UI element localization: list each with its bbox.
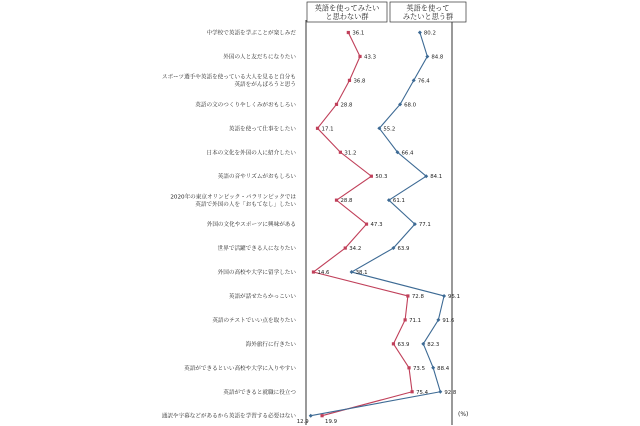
point-s0-3 [335, 103, 338, 106]
value-label-s0-0: 36.1 [352, 30, 365, 37]
value-label-s1-12: 91.6 [442, 317, 455, 324]
category-label-16: 通訳や字幕などがあるから英語を学習する必要はない [161, 413, 296, 420]
value-labels [297, 31, 460, 426]
category-label-4: 英語を使って仕事をしたい [228, 126, 296, 133]
category-label-8: 外国の文化やスポーツに興味がある [206, 222, 296, 229]
value-label-s0-2: 36.8 [353, 78, 366, 85]
value-label-s0-13: 63.9 [397, 341, 410, 348]
point-s0-14 [407, 366, 410, 369]
point-s1-0 [418, 31, 422, 35]
unit-label: (%) [458, 411, 469, 418]
value-label-s1-13: 82.3 [427, 341, 440, 348]
value-label-s0-3: 28.8 [340, 102, 353, 109]
point-s0-12 [404, 318, 407, 321]
category-label-10: 外国の高校や大学に留学したい [217, 270, 296, 276]
point-s0-9 [344, 246, 347, 249]
category-label-6: 英語の音やリズムがおもしろい [217, 174, 296, 181]
legend [307, 2, 466, 22]
point-s0-2 [348, 79, 351, 82]
value-label-s0-14: 73.5 [413, 365, 426, 372]
point-s0-10 [312, 270, 315, 273]
category-label-2-line-1: 英語をがんばろうと思う [234, 82, 296, 89]
point-s0-0 [347, 31, 350, 34]
legend-entry-1-line-0: 英語を使って [406, 3, 450, 13]
value-label-s0-9: 34.2 [349, 246, 362, 253]
point-s0-15 [410, 390, 413, 393]
category-label-5: 日本の文化を外国の人に紹介したい [206, 150, 296, 157]
category-label-2-line-0: スポーツ選手や英語を使っている大人を見ると自分も [161, 74, 296, 81]
category-label-14: 英語ができるといい高校や大学に入りやすい [184, 365, 296, 372]
point-s0-16 [320, 414, 323, 417]
value-label-s1-0: 80.2 [423, 30, 436, 37]
value-label-s1-8: 77.1 [418, 222, 431, 229]
point-s0-6 [370, 175, 373, 178]
value-label-s1-10: 38.1 [355, 270, 368, 276]
value-label-s1-11: 95.1 [448, 293, 461, 300]
value-label-s0-10: 14.6 [317, 270, 330, 276]
value-label-s1-6: 84.1 [430, 174, 443, 181]
value-label-s0-6: 50.3 [375, 174, 388, 181]
category-labels [162, 29, 297, 420]
point-s0-8 [365, 223, 368, 226]
value-label-s0-1: 43.3 [364, 54, 377, 61]
value-label-s1-14: 88.4 [437, 365, 450, 372]
category-label-12: 英語のテストでいい点を取りたい [212, 317, 296, 324]
point-s1-11 [442, 294, 446, 298]
value-label-s1-5: 66.4 [401, 150, 414, 157]
value-label-s1-3: 68.0 [404, 102, 417, 109]
value-label-s1-4: 55.2 [383, 126, 396, 133]
category-label-13: 海外旅行に行きたい [245, 341, 296, 348]
category-label-11: 英語が話せたらかっこいい [228, 293, 296, 300]
point-s1-15 [438, 390, 442, 394]
value-label-s0-5: 31.2 [344, 150, 357, 157]
category-label-1: 外国の人と友だちになりたい [223, 54, 296, 61]
series-line-0 [313, 30, 412, 416]
value-label-s1-7: 61.1 [392, 198, 405, 205]
legend-entry-0-line-0: 英語を使ってみたい [314, 3, 380, 13]
value-label-s1-9: 63.9 [397, 246, 410, 253]
value-label-s0-7: 28.8 [340, 198, 353, 205]
category-label-3: 英語の文のつくりやしくみがおもしろい [195, 102, 296, 109]
point-s1-16 [309, 414, 313, 418]
value-label-s0-12: 71.1 [409, 317, 422, 324]
point-s0-4 [316, 127, 319, 130]
point-s0-7 [335, 199, 338, 202]
value-label-s0-11: 72.8 [411, 293, 424, 300]
legend-entry-0-line-1: と思わない群 [325, 12, 369, 21]
category-label-15: 英語ができると就職に役立つ [223, 389, 296, 396]
value-label-s0-16: 19.9 [325, 419, 338, 426]
category-label-7-line-1: 英語で外国の人を「おもてなし」したい [195, 201, 296, 208]
point-s0-11 [406, 294, 409, 297]
value-label-s1-15: 92.8 [444, 389, 457, 396]
legend-entry-1-line-1: みたいと思う群 [402, 12, 454, 21]
value-label-s0-8: 47.3 [370, 222, 383, 229]
value-label-s0-15: 75.4 [416, 389, 429, 396]
value-label-s0-4: 17.1 [321, 126, 334, 133]
point-s1-14 [431, 366, 435, 370]
point-s0-13 [392, 342, 395, 345]
value-label-s1-1: 84.8 [431, 54, 444, 61]
point-s0-1 [358, 55, 361, 58]
value-label-s1-2: 76.4 [417, 78, 430, 85]
category-label-7-line-0: 2020年の東京オリンピック・パラリンピックでは [170, 194, 296, 201]
category-label-9: 世界で活躍できる人になりたい [217, 246, 296, 253]
point-s0-5 [339, 151, 342, 154]
value-label-s1-16: 12.9 [296, 419, 309, 426]
category-label-0: 中学校で英語を学ぶことが楽しみだ [206, 30, 296, 37]
